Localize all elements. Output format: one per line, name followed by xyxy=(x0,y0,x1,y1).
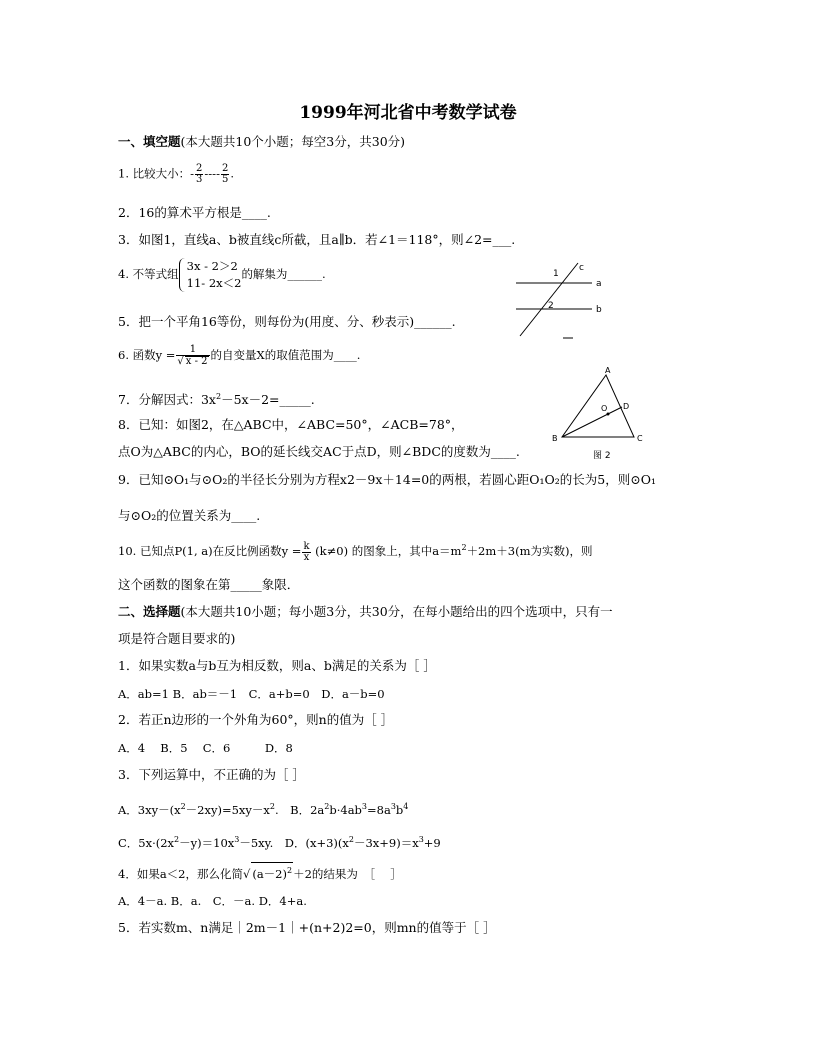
q7-pre: 7．分解因式：3x xyxy=(118,392,216,407)
choice-2-options: A．4 B．5 C．6 D．8 xyxy=(118,741,293,755)
fraction-q6 xyxy=(176,345,209,367)
question-8-line-1: 8．已知：如图2，在△ABC中，∠ABC=50°，∠ACB=78°， xyxy=(118,417,464,432)
fig2-label-b: B xyxy=(552,434,558,443)
fraction-1-den: 3 xyxy=(196,174,203,185)
q9-end: . xyxy=(256,508,261,523)
c4-post: ＋2的结果为 ［ ］ xyxy=(293,867,402,881)
choice-2-question: 2．若正n边形的一个外角为60°，则n的值为［ ］ xyxy=(118,712,394,727)
q6-pre: 6. 函数y = xyxy=(118,348,176,362)
c3-a-e1: 2 xyxy=(180,802,186,811)
choice-3-question: 3．下列运算中，不正确的为［ ］ xyxy=(118,767,305,782)
choice-4-options: A．4－a. B．a. C．－a. D．4+a. xyxy=(118,894,307,908)
exam-title: 1999年河北省中考数学试卷 xyxy=(299,103,517,123)
question-2 xyxy=(118,205,271,221)
choice-3-options-cd xyxy=(118,832,441,851)
section-2-note: (本大题共10小题；每小题3分，共30分，在每小题给出的四个选项中，只有一 xyxy=(180,604,613,619)
q10-blank: _____ xyxy=(230,577,262,592)
c3-a-e2: 2 xyxy=(269,802,275,811)
fraction-1-num: 2 xyxy=(196,163,203,174)
section-2-label: 二、选择题 xyxy=(118,604,181,619)
q3-text: 3．如图1，直线a、b被直线c所截，且a∥b．若∠1＝118°，则∠2= xyxy=(118,232,493,247)
q7-exp: 2 xyxy=(215,392,222,401)
section-2-heading xyxy=(118,604,613,620)
fig1-label-1: 1 xyxy=(553,269,559,279)
question-6 xyxy=(118,345,360,367)
q5-end: . xyxy=(451,314,456,329)
c3-b-e1: 2 xyxy=(324,802,330,811)
fig2-label-d: D xyxy=(623,402,630,411)
fraction-2-den: 5 xyxy=(221,174,229,185)
q4-pre: 4. 不等式组 xyxy=(118,267,179,281)
q1-end: . xyxy=(230,166,234,181)
fraction-1 xyxy=(195,164,203,185)
question-5 xyxy=(118,314,456,330)
q10-line2-post: 象限． xyxy=(261,577,300,592)
c3-b-e3: 3 xyxy=(390,802,396,811)
q4-end: . xyxy=(321,267,326,281)
question-10-line-1 xyxy=(118,540,592,563)
q6-end: . xyxy=(356,348,361,362)
fig1-label-2: 2 xyxy=(548,301,554,311)
inequality-row-2: 11- 2x＜2 xyxy=(186,276,242,290)
q10-post: ＋2m＋3(m为实数)，则 xyxy=(466,544,593,558)
q6-post: 的自变量X的取值范围为 xyxy=(210,348,334,362)
c3-b-mid: b·4ab xyxy=(329,803,362,817)
q1-blank: --- xyxy=(204,166,217,181)
fraction-2 xyxy=(221,164,229,185)
section-1-heading xyxy=(118,134,405,150)
question-1: 1. 比较大小：- $\frac{2}{3}$ ---- $\frac{2}{5}$ . xyxy=(118,163,234,185)
q9-blank: ____ xyxy=(231,508,257,523)
choice-1-question: 1．如果实数a与b互为相反数，则a、b满足的关系为［ ］ xyxy=(118,658,436,673)
fig1-label-a: a xyxy=(596,279,602,289)
c3-d-post: +9 xyxy=(423,836,441,850)
c4-radexp: 2 xyxy=(286,866,293,875)
q6-den-wrap: √ x - 2 xyxy=(177,356,208,367)
fig1-label-b: b xyxy=(596,305,602,315)
fig2-label-a: A xyxy=(605,366,611,375)
q5-blank: ______ xyxy=(414,314,452,329)
c3-c-e2: 3 xyxy=(234,835,240,844)
fig2-caption: 图 2 xyxy=(593,451,611,461)
q9-line2-pre: 与⊙O₂的位置关系为 xyxy=(118,508,232,523)
question-10-line-2 xyxy=(118,577,299,593)
q10-mid: (k≠0) 的图象上，其中a＝m xyxy=(311,544,462,558)
fraction-2-num: 2 xyxy=(221,163,229,174)
section-1-note: (本大题共10个小题；每空3分，共30分) xyxy=(180,134,406,149)
question-9-line-1: 9．已知⊙O₁与⊙O₂的半径长分别为方程x2－9x＋14=0的两根，若圆心距O₁O₂的长为5，则⊙O₁ xyxy=(118,472,656,487)
choice-5-question: 5．若实数m、n满足｜2m－1｜+(n+2)2=0，则mn的值等于［ ］ xyxy=(118,920,496,935)
c3-c-e1: 2 xyxy=(174,835,180,844)
q10-line2-pre: 这个函数的图象在第 xyxy=(118,577,231,592)
q4-blank: ______ xyxy=(287,267,322,281)
q4-post: 的解集为 xyxy=(241,267,288,281)
c4-pre: 4．如果a＜2，那么化简 xyxy=(118,867,243,881)
fig1-label-c: c xyxy=(579,263,584,273)
c3-b-e4: 4 xyxy=(403,802,409,811)
q7-blank: _____ xyxy=(279,392,311,407)
q8-line2-pre: 点O为△ABC的内心，BO的延长线交AC于点D，则∠BDC的度数为 xyxy=(118,444,491,459)
c3-c-mid: －y)＝10x xyxy=(179,836,235,850)
question-4 xyxy=(118,258,326,292)
q7-post: －5x－2= xyxy=(221,392,280,407)
q10-den: x xyxy=(303,551,310,563)
question-8-line-2 xyxy=(118,444,520,460)
q6-num: 1 xyxy=(176,345,209,356)
c3-d-e1: 2 xyxy=(348,835,354,844)
c4-rad: (a－2) xyxy=(252,867,287,881)
q7-end: . xyxy=(310,392,315,407)
choice-1-options: A．ab=1 B．ab＝－1 C．a+b=0 D．a－b=0 xyxy=(118,687,385,701)
c3-b-mid2: =8a xyxy=(367,803,391,817)
q6-blank: ____ xyxy=(333,348,357,362)
inequality-system xyxy=(179,258,242,292)
question-3 xyxy=(118,232,515,248)
c3-d-mid: －3x+9)＝x xyxy=(353,836,419,850)
q2-blank: ____ xyxy=(241,205,267,220)
segment-bd xyxy=(562,407,622,437)
inequality-row-1: 3x - 2＞2 xyxy=(186,259,238,273)
line-c xyxy=(520,263,578,336)
q10-num: k xyxy=(303,540,310,552)
c3-a-post: . B．2a xyxy=(274,803,325,817)
choice-4-question: 4．如果a＜2，那么化简√ $(a-2)^2+2$的结果为 ［ ］ xyxy=(118,862,402,882)
c4-radical xyxy=(251,862,293,882)
fig2-label-o: O xyxy=(601,404,608,413)
c3-c-post: －5xy. D．(x+3)(x xyxy=(239,836,349,850)
c3-d-e2: 3 xyxy=(418,835,424,844)
q8-blank: ____ xyxy=(490,444,516,459)
figure-1-parallel-lines xyxy=(510,258,610,348)
q2-end: . xyxy=(266,205,271,220)
brace-shape xyxy=(179,258,186,292)
choice-3-options-ab xyxy=(118,799,408,818)
c3-c-pre: C．5x·(2x xyxy=(118,836,175,850)
c3-a-mid: －2xy)=5xy－x xyxy=(185,803,270,817)
question-7 xyxy=(118,389,315,408)
fraction-q10 xyxy=(302,542,310,563)
q6-den: x - 2 xyxy=(185,356,208,367)
section-2-note-2: 项是符合题目要求的) xyxy=(118,631,236,646)
c3-b-e2: 3 xyxy=(361,802,368,811)
q2-text: 2．16的算术平方根是 xyxy=(118,205,242,220)
fig2-label-c: C xyxy=(637,434,643,443)
section-1-label: 一、填空题 xyxy=(118,134,181,149)
figure-2-triangle xyxy=(548,365,648,465)
q5-text: 5．把一个平角16等份，则每份为(用度、分、秒表示) xyxy=(118,314,415,329)
c3-a-pre: A．3xy－(x xyxy=(118,803,181,817)
q8-end: . xyxy=(515,444,520,459)
q1-label: 1. 比较大小： xyxy=(118,166,191,181)
q3-blank: ___ xyxy=(492,232,512,247)
q3-end: . xyxy=(511,232,516,247)
q10-pre: 10. 已知点P(1, a)在反比例函数y = xyxy=(118,544,302,558)
question-9-line-2 xyxy=(118,508,260,524)
c3-b-mid3: b xyxy=(395,803,404,817)
q10-exp: 2 xyxy=(461,543,467,552)
